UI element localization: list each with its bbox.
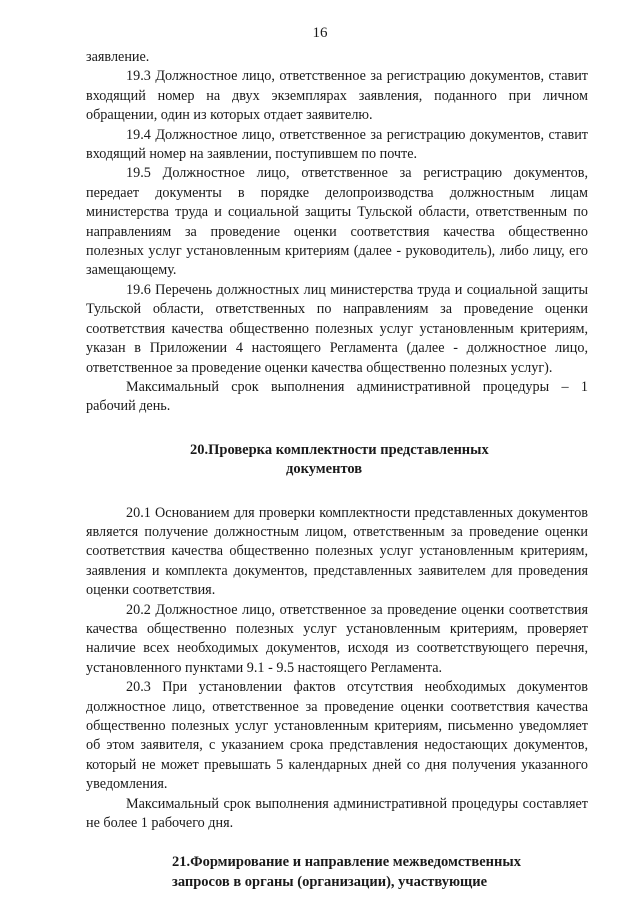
paragraph-continuation: заявление.	[86, 49, 150, 65]
paragraph-19-6: 19.6 Перечень должностных лиц министерства труда и социальной защиты Тульской области, ответственных по направлениям за проведение оценки соответствия качества общественно полезных услуг установленным критериям, указан в Приложении 4 настоящего Регламента (далее - должностное лицо, ответственное за проведение оценки качества общественно полезных услуг).	[86, 281, 588, 376]
section-20-heading-line1: 20.Проверка комплектности представленных	[190, 441, 489, 458]
paragraph-19-4: 19.4 Должностное лицо, ответственное за регистрацию документов, ставит входящий номер на заявлении, поступившем по почте.	[86, 126, 588, 163]
section-20-heading-line2: документов	[286, 461, 363, 478]
paragraph-20-2: 20.2 Должностное лицо, ответственное за проведение оценки соответствия качества общественно полезных услуг установленным критериям, проверяет наличие всех необходимых документов, исходя из соответствующего перечня, установленного пунктами 9.1 - 9.5 настоящего Регламента.	[86, 601, 588, 676]
paragraph-20-3: 20.3 При установлении фактов отсутствия необходимых документов должностное лицо, ответственное за проведение оценки соответствия качества общественно полезных услуг установленным критериям, письменно уведомляет об этом заявителя, с указанием срока представления недостающих документов, который не может превышать 5 календарных дней со дня получения указанного уведомления.	[86, 679, 588, 793]
paragraph-19-3: 19.3 Должностное лицо, ответственное за регистрацию документов, ставит входящий номер на двух экземплярах заявления, поданного при личном обращении, один из которых отдает заявителю.	[86, 68, 588, 124]
page-number: 16	[312, 25, 328, 41]
paragraph-19-5: 19.5 Должностное лицо, ответственное за регистрацию документов, передает документы в порядке делопроизводства должностным лицам министерства труда и социальной защиты Тульской области, ответственным по направлениям за проведение оценки соответствия качества общественно полезных услуг установленным критериям (далее - руководитель), либо лицу, его замещающему.	[86, 165, 588, 279]
paragraph-19-max-term: Максимальный срок выполнения административной процедуры – 1 рабочий день.	[86, 378, 588, 415]
paragraph-20-max-term: Максимальный срок выполнения административной процедуры составляет не более 1 рабочего дня.	[86, 795, 588, 832]
paragraph-20-1: 20.1 Основанием для проверки комплектности представленных документов является получение должностным лицом, ответственным за проведение оценки соответствия качества общественно полезных услуг установленным критериям, заявления и комплекта документов, представленных заявителем для проведения оценки соответствия.	[86, 504, 588, 599]
section-21-heading	[86, 853, 588, 892]
section-21-heading-line1: 21.Формирование и направление межведомственных	[172, 854, 521, 871]
document-body	[86, 48, 588, 892]
section-21-heading-line2: запросов в органы (организации), участвующие	[172, 873, 488, 890]
section-20-heading	[86, 441, 588, 480]
